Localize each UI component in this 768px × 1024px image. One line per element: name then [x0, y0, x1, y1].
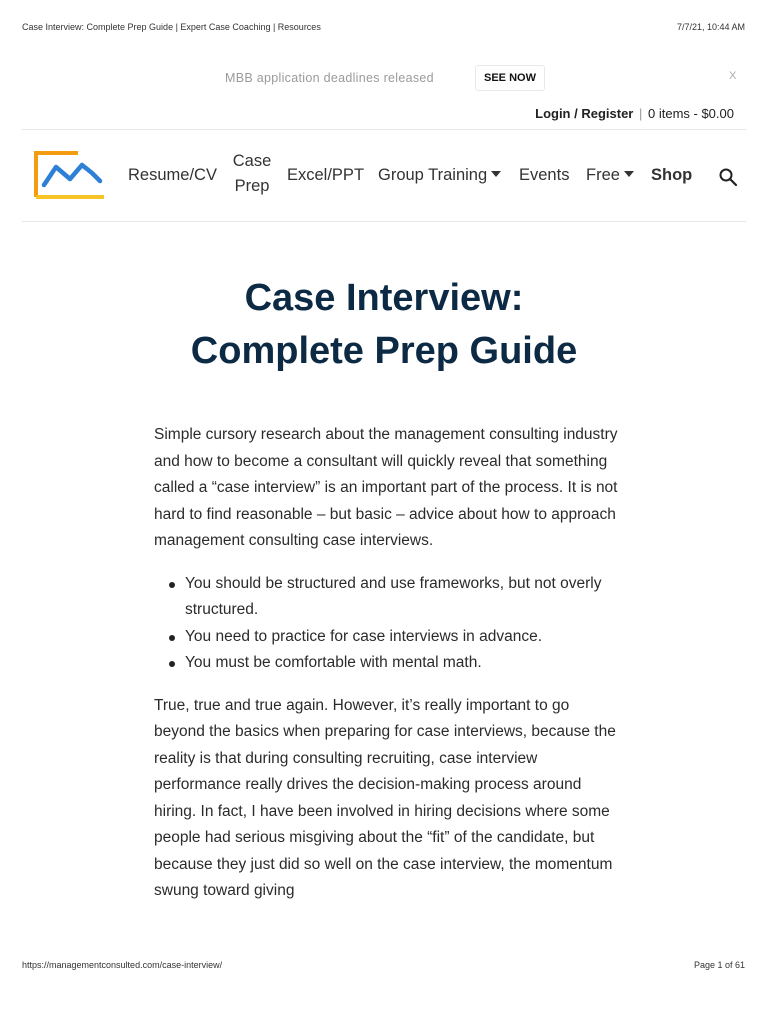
nav-events[interactable]: Events — [519, 166, 570, 184]
nav-case-prep[interactable] — [232, 149, 272, 199]
chevron-down-icon — [491, 171, 501, 177]
close-icon[interactable]: X — [729, 70, 737, 82]
nav-case-prep-line1: Case — [232, 152, 272, 170]
see-now-button[interactable]: SEE NOW — [475, 65, 545, 91]
bullet-list — [154, 571, 620, 677]
list-item: You should be structured and use frameworks, but not overly structured. — [154, 571, 620, 624]
divider — [22, 221, 746, 222]
page-title — [0, 272, 768, 378]
cart-link[interactable]: 0 items - $0.00 — [648, 106, 734, 121]
nav-excel-ppt[interactable]: Excel/PPT — [287, 166, 365, 184]
main-navigation — [22, 131, 746, 221]
article-paragraph: True, true and true again. However, it’s really important to go beyond the basics when preparing for case interviews, because the reality is that during consulting recruiting, case interview performance really drives the decision-making process around hiring. In fact, I have been involved in hiring decisions where some people had serious misgiving about the “fit” of the candidate, but because they just did so well on the case interview, the momentum swung toward giving — [154, 696, 616, 899]
nav-resume-cv[interactable]: Resume/CV — [128, 166, 217, 184]
announcement-bar — [0, 64, 768, 92]
account-bar — [535, 106, 734, 121]
nav-free-label: Free — [586, 166, 620, 184]
announcement-text: MBB application deadlines released — [225, 71, 434, 85]
print-timestamp: 7/7/21, 10:44 AM — [676, 22, 745, 32]
print-footer — [22, 960, 745, 970]
print-url: https://managementconsulted.com/case-interview/ — [22, 960, 223, 970]
chevron-down-icon — [624, 171, 634, 177]
logo-icon[interactable] — [34, 151, 106, 201]
page-title-line1: Case Interview: — [244, 277, 524, 319]
nav-group-training[interactable] — [378, 163, 501, 188]
account-separator: | — [638, 106, 643, 121]
list-item: You must be comfortable with mental math. — [154, 650, 620, 677]
print-page-title: Case Interview: Complete Prep Guide | Expert Case Coaching | Resources — [22, 22, 321, 32]
nav-free[interactable] — [586, 163, 634, 188]
list-item: You need to practice for case interviews in advance. — [154, 624, 620, 651]
login-register-link[interactable]: Login / Register — [535, 106, 634, 121]
divider — [22, 129, 746, 130]
print-header — [22, 22, 745, 32]
article-paragraph: Simple cursory research about the management consulting industry and how to become a consultant will quickly reveal that something called a “case interview” is an important part of the process. It is not hard to find reasonable – but basic – advice about how to approach management consulting case interviews. — [154, 426, 618, 549]
page-title-line2: Complete Prep Guide — [190, 330, 578, 372]
article-body — [154, 422, 620, 921]
print-page-number: Page 1 of 61 — [693, 960, 745, 970]
nav-case-prep-line2: Prep — [234, 177, 270, 195]
search-icon[interactable] — [718, 167, 738, 187]
nav-group-training-label: Group Training — [378, 166, 488, 184]
nav-shop[interactable]: Shop — [651, 166, 693, 184]
